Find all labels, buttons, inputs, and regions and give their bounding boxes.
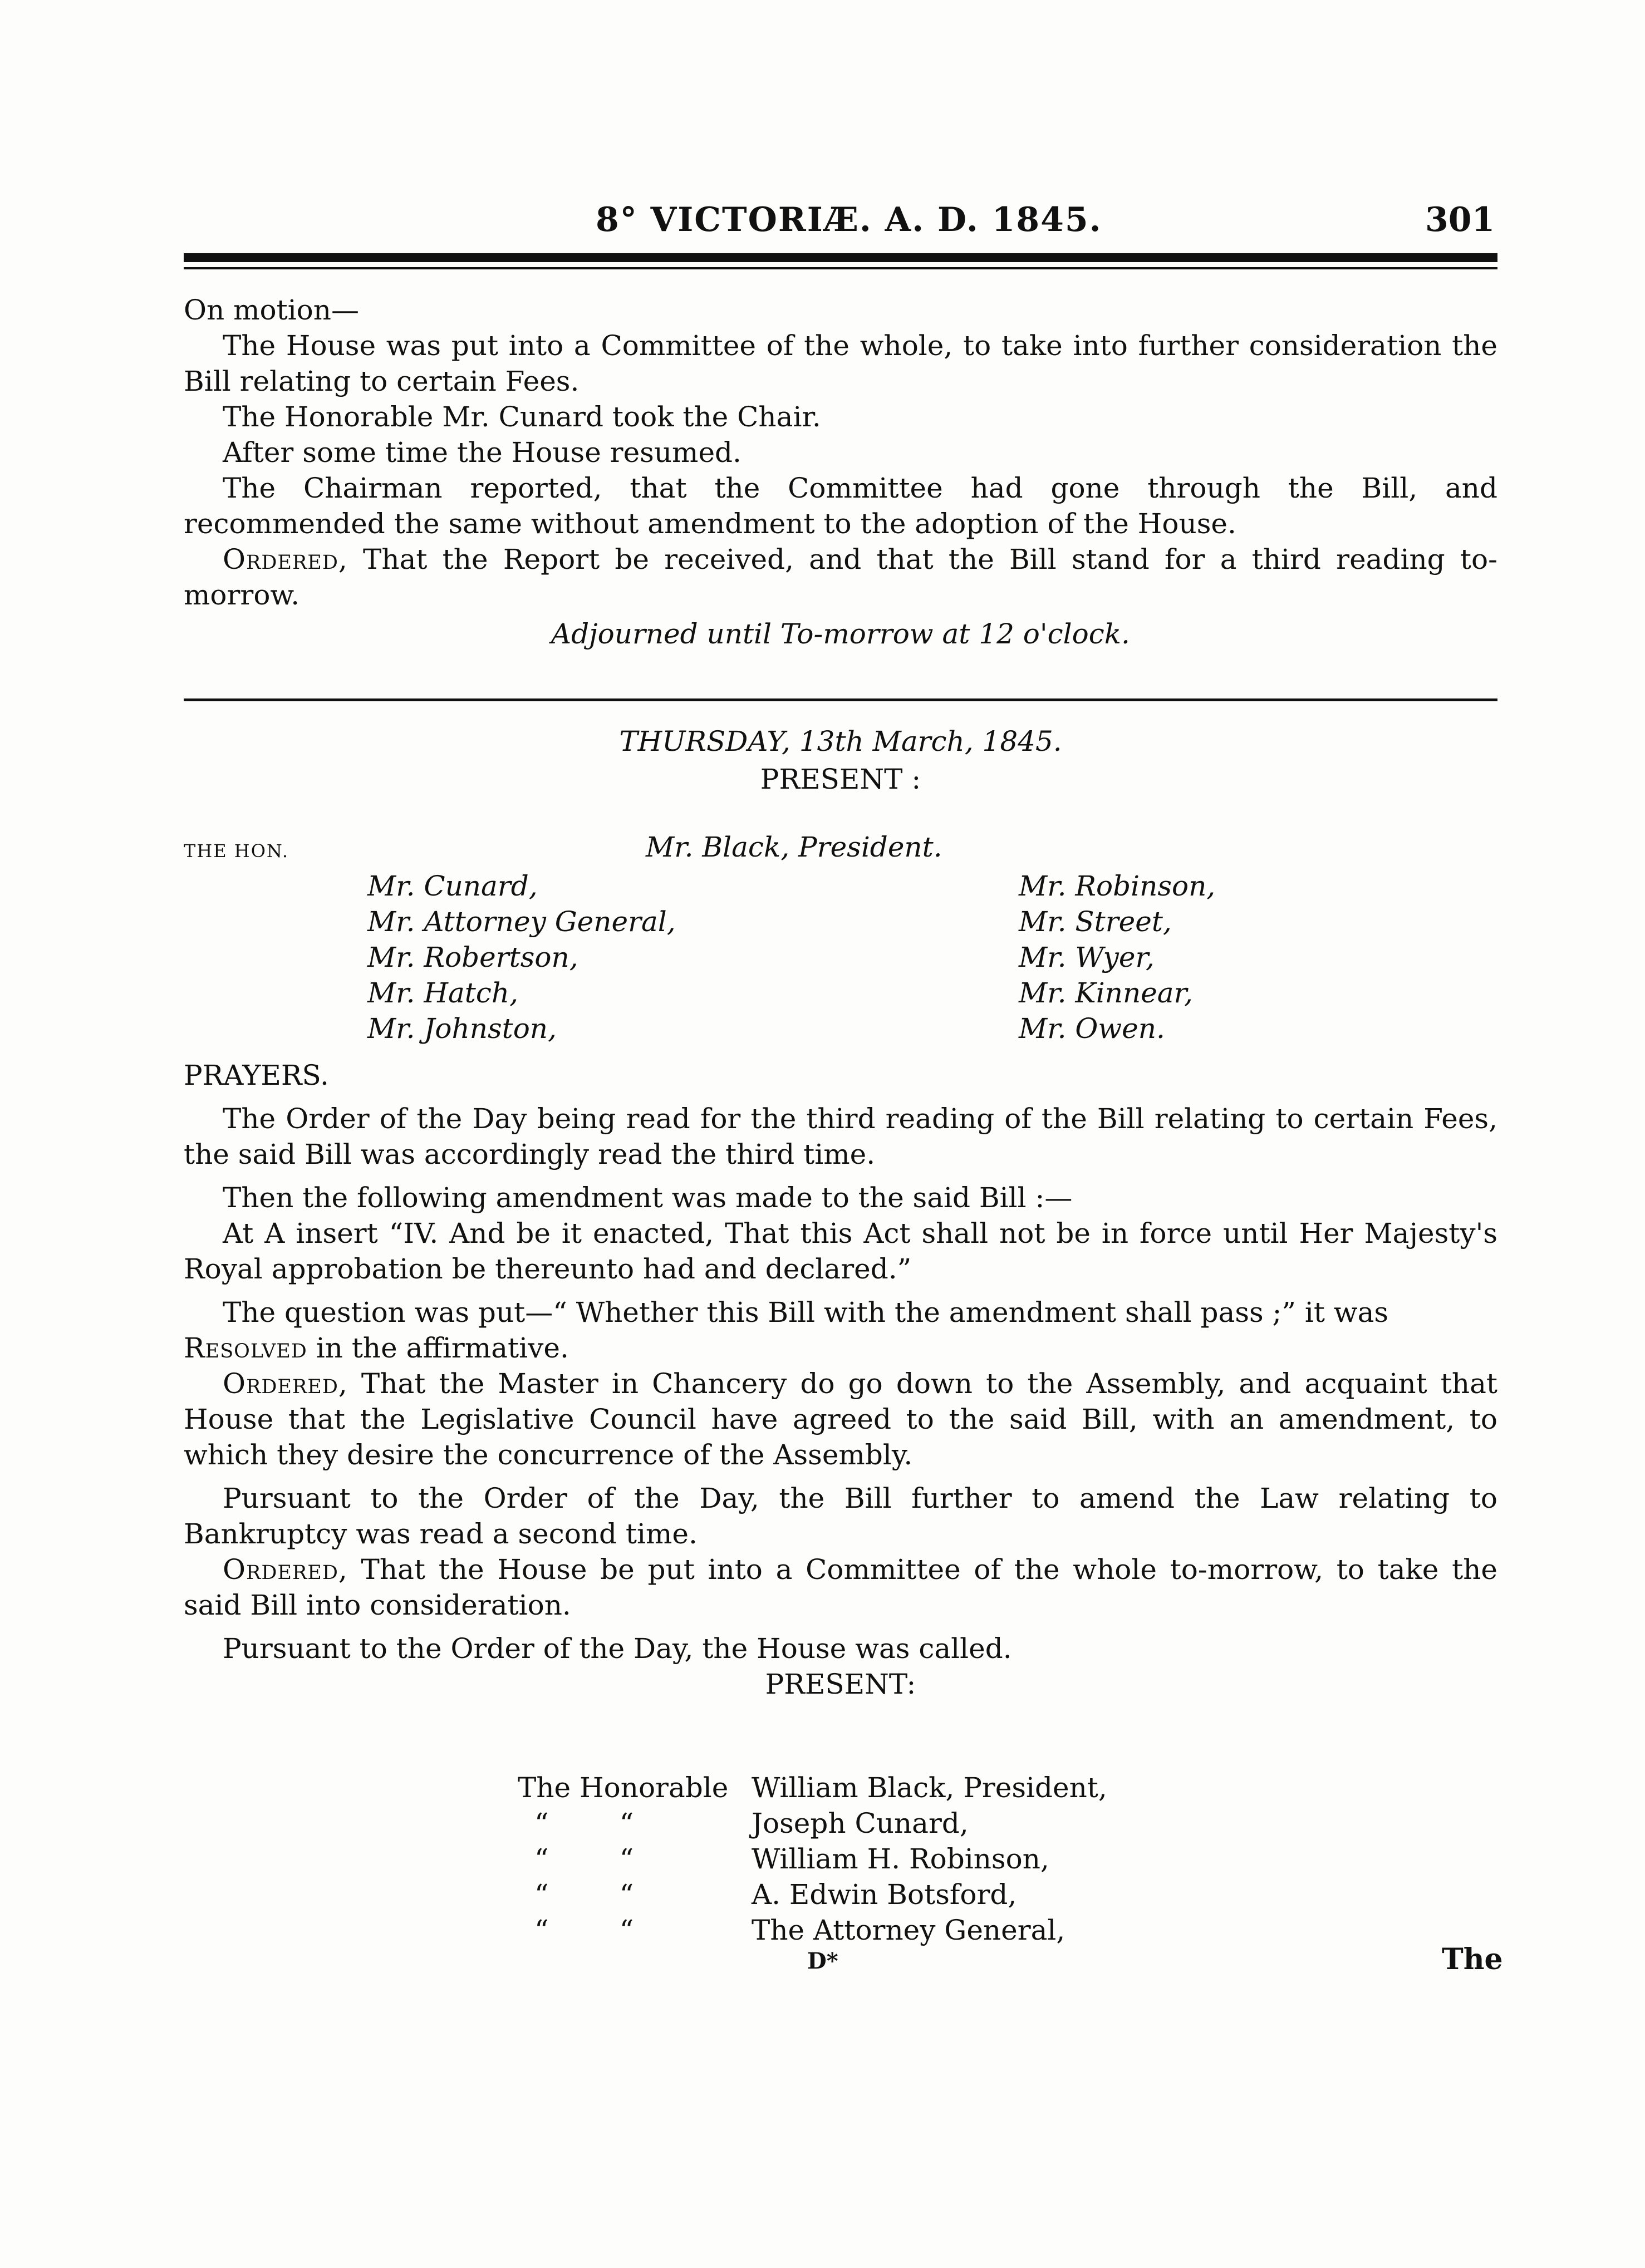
- roll-prefix: The Honorable: [518, 1772, 729, 1804]
- report-line: The Chairman reported, that the Committee had gone through the Bill, and recommended the same without amendment to the adoption of the House.: [184, 472, 1497, 540]
- ordered-word: Ordered,: [223, 1367, 348, 1400]
- president-line: Mr. Black, President.: [646, 831, 942, 863]
- on-motion: On motion—: [184, 294, 359, 326]
- roll-row: [518, 1770, 1107, 1805]
- amendment-intro: Then the following amendment was made to the said Bill :—: [223, 1182, 1073, 1214]
- roll-name: A. Edwin Botsford,: [752, 1878, 1017, 1911]
- member-name: Mr. Street,: [1019, 906, 1172, 938]
- proceedings: [184, 1057, 1497, 1702]
- date-heading: THURSDAY, 13th March, 1845.: [619, 725, 1062, 757]
- signature-mark: D*: [807, 1948, 838, 1974]
- prayers: PRAYERS.: [184, 1059, 329, 1091]
- roll-row: [518, 1877, 1107, 1912]
- header-rule-thick: [184, 253, 1497, 262]
- page-header: [0, 200, 1645, 245]
- adjourned-line: Adjourned until To-morrow at 12 o'clock.: [551, 618, 1130, 650]
- members-right: [1019, 868, 1215, 1046]
- member-name: Mr. Kinnear,: [1019, 977, 1193, 1009]
- house-called: Pursuant to the Order of the Day, the House was called.: [223, 1632, 1012, 1665]
- ordered-text: That the House be put into a Committee of the whole to-morrow, to take the said Bill into consideration.: [184, 1553, 1497, 1621]
- running-title: 8° VICTORIÆ. A. D. 1845.: [596, 200, 1102, 239]
- roll-prefix: “ “: [534, 1807, 634, 1839]
- committee-line: The House was put into a Committee of the whole, to take into further consideration the Bill relating to certain Fees.: [184, 329, 1497, 397]
- roll-prefix: “ “: [534, 1843, 634, 1875]
- the-hon-label: THE HON.: [184, 840, 289, 862]
- chair-line: The Honorable Mr. Cunard took the Chair.: [223, 401, 821, 433]
- ordered-word: Ordered,: [223, 1553, 348, 1586]
- resolved-line: [184, 1330, 1497, 1366]
- ordered-word: Ordered,: [223, 543, 348, 575]
- resolved-text: in the affirmative.: [307, 1332, 569, 1364]
- roll-name: William Black, President,: [752, 1772, 1107, 1804]
- sitting-heading: [184, 724, 1497, 797]
- resumed-line: After some time the House resumed.: [223, 436, 742, 469]
- member-name: Mr. Robertson,: [367, 941, 578, 973]
- question-line: The question was put—“ Whether this Bill with the amendment shall pass ;” it was: [223, 1296, 1389, 1329]
- members-left: [367, 868, 676, 1046]
- member-name: Mr. Wyer,: [1019, 941, 1155, 973]
- roll-prefix: “ “: [534, 1878, 634, 1911]
- header-rule-thin: [184, 267, 1497, 269]
- roll-row: [518, 1841, 1107, 1877]
- member-name: Mr. Attorney General,: [367, 906, 676, 938]
- ordered-text: That the Report be received, and that the Bill stand for a third reading to-morrow.: [184, 543, 1497, 611]
- present-heading-2: PRESENT:: [765, 1668, 916, 1700]
- roll-row: [518, 1912, 1107, 1948]
- roll-prefix: “ “: [534, 1914, 634, 1946]
- bankruptcy-line: Pursuant to the Order of the Day, the Bill further to amend the Law relating to Bankruptcy was read a second time.: [184, 1482, 1497, 1550]
- resolved-word: Resolved: [184, 1332, 307, 1364]
- roll-name: Joseph Cunard,: [752, 1807, 969, 1839]
- roll-name: William H. Robinson,: [752, 1843, 1049, 1875]
- member-name: Mr. Hatch,: [367, 977, 518, 1009]
- ordered-report: [184, 542, 1497, 613]
- roll-row: [518, 1805, 1107, 1841]
- third-reading: The Order of the Day being read for the third reading of the Bill relating to certain Fees, the said Bill was accordingly read the third time.: [184, 1103, 1497, 1170]
- roll-call: [518, 1770, 1107, 1948]
- amendment-text: At A insert “IV. And be it enacted, That this Act shall not be in force until Her Majesty's Royal approbation be thereunto had and declared.”: [184, 1217, 1497, 1285]
- ordered-text: That the Master in Chancery do go down to the Assembly, and acquaint that House that the Legislative Council have agreed to the said Bill, with an amendment, to which they desire the concurrence of the Assembly.: [184, 1367, 1497, 1471]
- page-number: 301: [1425, 200, 1495, 239]
- member-name: Mr. Robinson,: [1019, 870, 1216, 902]
- member-name: Mr. Cunard,: [367, 870, 538, 902]
- first-sitting: [184, 292, 1497, 652]
- member-name: Mr. Owen.: [1019, 1012, 1165, 1045]
- member-name: Mr. Johnston,: [367, 1012, 557, 1045]
- sitting-separator: [184, 698, 1497, 701]
- ordered-master: [184, 1366, 1497, 1473]
- roll-name: The Attorney General,: [752, 1914, 1065, 1946]
- present-heading: PRESENT :: [760, 763, 921, 795]
- ordered-committee: [184, 1552, 1497, 1623]
- catchword: The: [1442, 1942, 1503, 1976]
